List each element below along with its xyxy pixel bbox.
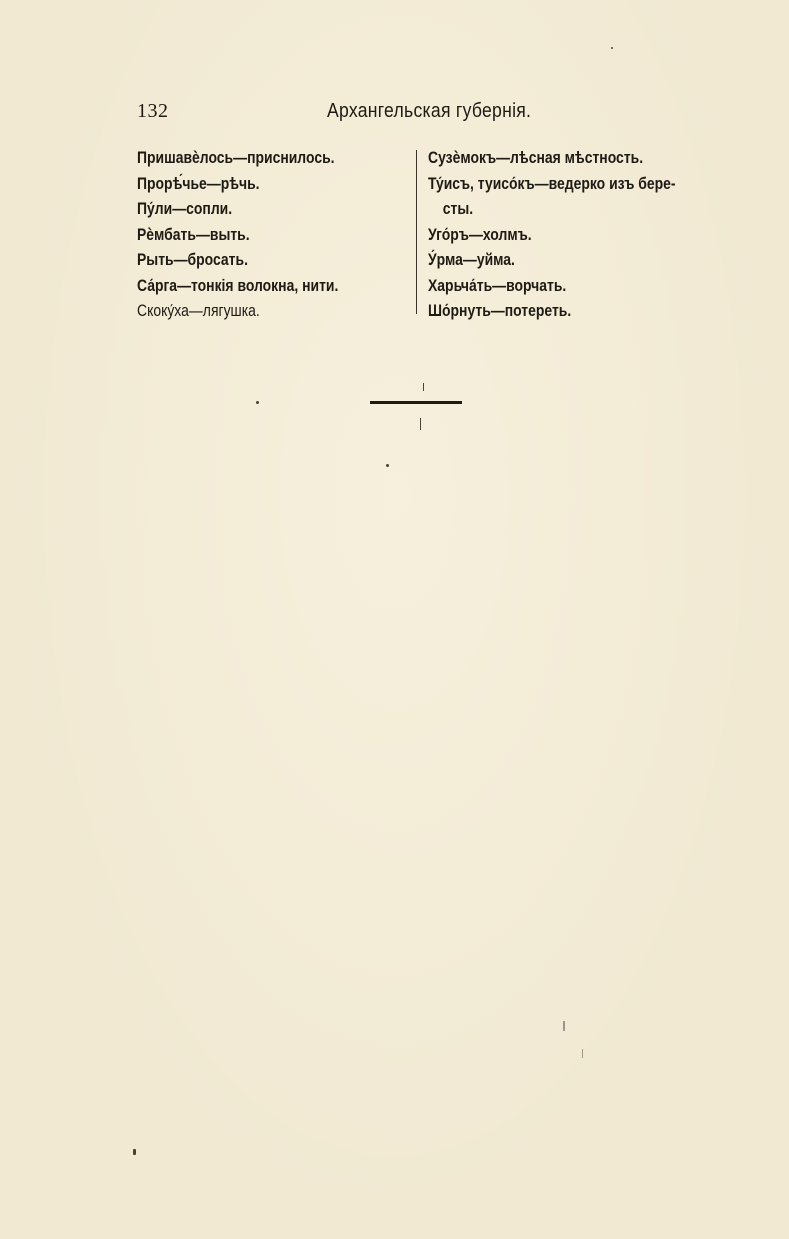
column-divider bbox=[416, 150, 417, 314]
glossary-entry: Рыть—бросать. bbox=[137, 250, 248, 269]
print-speck bbox=[256, 401, 259, 404]
glossary-entry: Рѐмбать—выть. bbox=[137, 224, 250, 244]
print-speck bbox=[133, 1149, 136, 1155]
print-speck bbox=[420, 418, 421, 430]
page-number: 132 bbox=[137, 100, 169, 122]
print-speck bbox=[582, 1049, 583, 1058]
end-of-section-rule bbox=[370, 401, 462, 404]
print-speck bbox=[386, 464, 389, 467]
glossary-entry: Пу́ли—сопли. bbox=[137, 199, 233, 218]
glossary-entry: Ту́исъ, туисо́къ—ведерко изъ бере- bbox=[428, 173, 676, 193]
print-speck bbox=[423, 383, 424, 391]
glossary-entry: Харьча́ть—ворчать. bbox=[428, 275, 567, 295]
print-speck bbox=[611, 47, 613, 49]
glossary-entry: Са́рга—тонкія волокна, нити. bbox=[137, 275, 339, 295]
glossary-entry: Сузѐмокъ—лѣсная мѣстность. bbox=[428, 148, 644, 167]
glossary-entry: Пришавѐлось—приснилось. bbox=[137, 148, 335, 167]
running-title: Архангельская губернія. bbox=[327, 100, 532, 122]
running-head bbox=[137, 100, 697, 124]
glossary-column-right bbox=[428, 145, 703, 324]
print-speck bbox=[563, 1021, 565, 1031]
glossary-entry-continuation: сты. bbox=[442, 199, 474, 218]
glossary-entry: У́рма—уйма. bbox=[428, 250, 515, 269]
glossary-entry: Прорѣ́чье—рѣчь. bbox=[137, 173, 260, 193]
glossary-entry: Уго́ръ—холмъ. bbox=[428, 224, 532, 244]
glossary-entry: Шо́рнуть—потереть. bbox=[428, 301, 572, 320]
glossary-column-left bbox=[137, 145, 407, 324]
glossary-entry: Скоку́ха—лягушка. bbox=[137, 301, 260, 320]
